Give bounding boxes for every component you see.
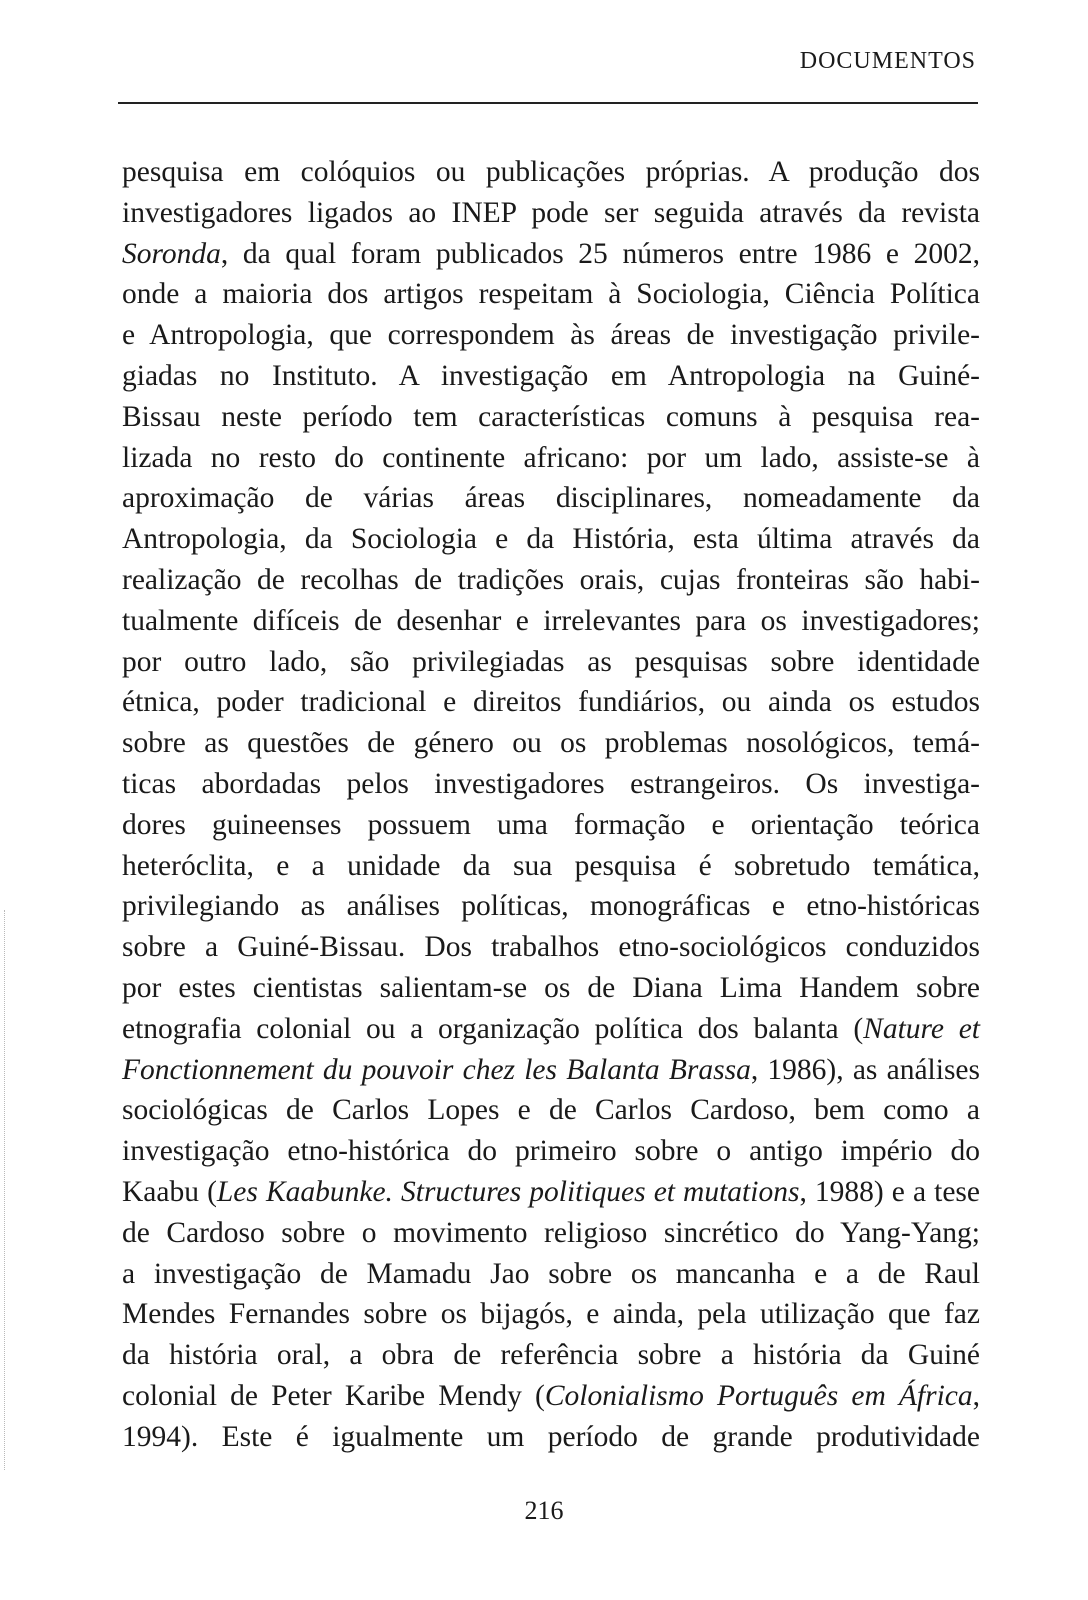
text-line xyxy=(122,805,980,846)
italic-title-segment: Les Kaabunke. Structures politiques et mutations xyxy=(216,1175,800,1208)
text-line xyxy=(122,723,980,764)
text-segment: aproximação de várias áreas disciplinares, nomeadamente da xyxy=(122,482,980,515)
text-segment: por estes cientistas salientam-se os de Diana Lima Handem sobre xyxy=(122,971,980,1004)
text-segment: e Antropologia, que correspondem às áreas de investigação privile- xyxy=(122,319,980,352)
italic-title-segment: Colonialismo Português em África xyxy=(544,1379,973,1412)
text-line xyxy=(122,152,980,193)
text-segment: investigação etno-histórica do primeiro sobre o antigo império do xyxy=(122,1135,980,1168)
text-segment: da história oral, a obra de referência sobre a história da Guiné xyxy=(122,1339,980,1372)
text-segment: sociológicas de Carlos Lopes e de Carlos Cardoso, bem como a xyxy=(122,1094,980,1127)
text-line xyxy=(122,519,980,560)
text-line xyxy=(122,1172,980,1213)
italic-title-segment: Fonctionnement du pouvoir chez les Balanta Brassa xyxy=(122,1053,751,1086)
text-segment: , 1986), as análises xyxy=(750,1053,981,1086)
text-segment: lizada no resto do continente africano: por um lado, assiste-se à xyxy=(122,441,980,474)
page-number: 216 xyxy=(524,1496,564,1525)
text-line xyxy=(122,764,980,805)
running-header: DOCUMENTOS xyxy=(799,48,976,74)
text-line xyxy=(122,1376,980,1417)
text-line xyxy=(122,1090,980,1131)
text-line xyxy=(122,1254,980,1295)
italic-title-segment: Nature et xyxy=(863,1012,980,1045)
text-line xyxy=(122,356,980,397)
text-line xyxy=(122,1417,980,1458)
text-line xyxy=(122,1213,980,1254)
text-segment: pesquisa em colóquios ou publicações próprias. A produção dos xyxy=(122,156,980,188)
text-line xyxy=(122,478,980,519)
text-line xyxy=(122,234,980,275)
text-segment: , 1988) e a tese xyxy=(799,1175,980,1208)
text-line xyxy=(122,397,980,438)
text-segment: tualmente difíceis de desenhar e irrelevantes para os investigadores; xyxy=(122,604,980,637)
text-segment: por outro lado, são privilegiadas as pesquisas sobre identidade xyxy=(122,645,980,678)
text-segment: , da qual foram publicados 25 números entre 1986 e 2002, xyxy=(220,237,980,270)
text-line xyxy=(122,1335,980,1376)
text-segment: colonial de Peter Karibe Mendy ( xyxy=(122,1379,545,1412)
header-rule xyxy=(118,102,978,104)
text-segment: Bissau neste período tem características comuns à pesquisa rea- xyxy=(122,400,980,433)
scan-margin-artifact xyxy=(4,910,6,1470)
text-line xyxy=(122,642,980,683)
text-segment: Kaabu ( xyxy=(122,1175,217,1208)
text-segment: Mendes Fernandes sobre os bijagós, e ainda, pela utilização que faz xyxy=(122,1298,980,1331)
text-line xyxy=(122,968,980,1009)
text-segment: dores guineenses possuem uma formação e orientação teórica xyxy=(122,808,980,841)
text-line xyxy=(122,315,980,356)
text-segment: etnografia colonial ou a organização política dos balanta ( xyxy=(122,1012,864,1045)
text-line xyxy=(122,1294,980,1335)
text-line xyxy=(122,1050,980,1091)
body-paragraph xyxy=(122,152,980,1458)
text-segment: heteróclita, e a unidade da sua pesquisa é sobretudo temática, xyxy=(122,849,980,882)
text-line xyxy=(122,1131,980,1172)
text-segment: realização de recolhas de tradições orais, cujas fronteiras são habi- xyxy=(122,563,980,596)
text-segment: de Cardoso sobre o movimento religioso sincrético do Yang-Yang; xyxy=(122,1216,980,1249)
text-segment: giadas no Instituto. A investigação em Antropologia na Guiné- xyxy=(122,359,980,392)
text-line xyxy=(122,274,980,315)
text-line xyxy=(122,846,980,887)
text-line xyxy=(122,560,980,601)
text-segment: onde a maioria dos artigos respeitam à Sociologia, Ciência Política xyxy=(122,278,980,311)
text-segment: 1994). Este é igualmente um período de grande produtividade xyxy=(122,1420,980,1453)
text-segment: sobre as questões de género ou os problemas nosológicos, temá- xyxy=(122,727,980,760)
text-line xyxy=(122,927,980,968)
text-line xyxy=(122,1009,980,1050)
text-line xyxy=(122,193,980,234)
text-segment: privilegiando as análises políticas, monográficas e etno-históricas xyxy=(122,890,980,923)
italic-title-segment: Soronda xyxy=(122,237,221,270)
text-segment: ticas abordadas pelos investigadores estrangeiros. Os investiga- xyxy=(122,767,980,800)
text-line xyxy=(122,601,980,642)
text-segment: Antropologia, da Sociologia e da História, esta última através da xyxy=(122,523,980,556)
text-segment: investigadores ligados ao INEP pode ser seguida através da revista xyxy=(122,196,980,229)
text-line xyxy=(122,438,980,479)
text-segment: a investigação de Mamadu Jao sobre os mancanha e a de Raul xyxy=(122,1257,980,1290)
text-segment: , xyxy=(972,1379,981,1412)
text-line xyxy=(122,886,980,927)
text-segment: sobre a Guiné-Bissau. Dos trabalhos etno-sociológicos conduzidos xyxy=(122,931,980,964)
text-line xyxy=(122,682,980,723)
text-segment: étnica, poder tradicional e direitos fundiários, ou ainda os estudos xyxy=(122,686,980,719)
